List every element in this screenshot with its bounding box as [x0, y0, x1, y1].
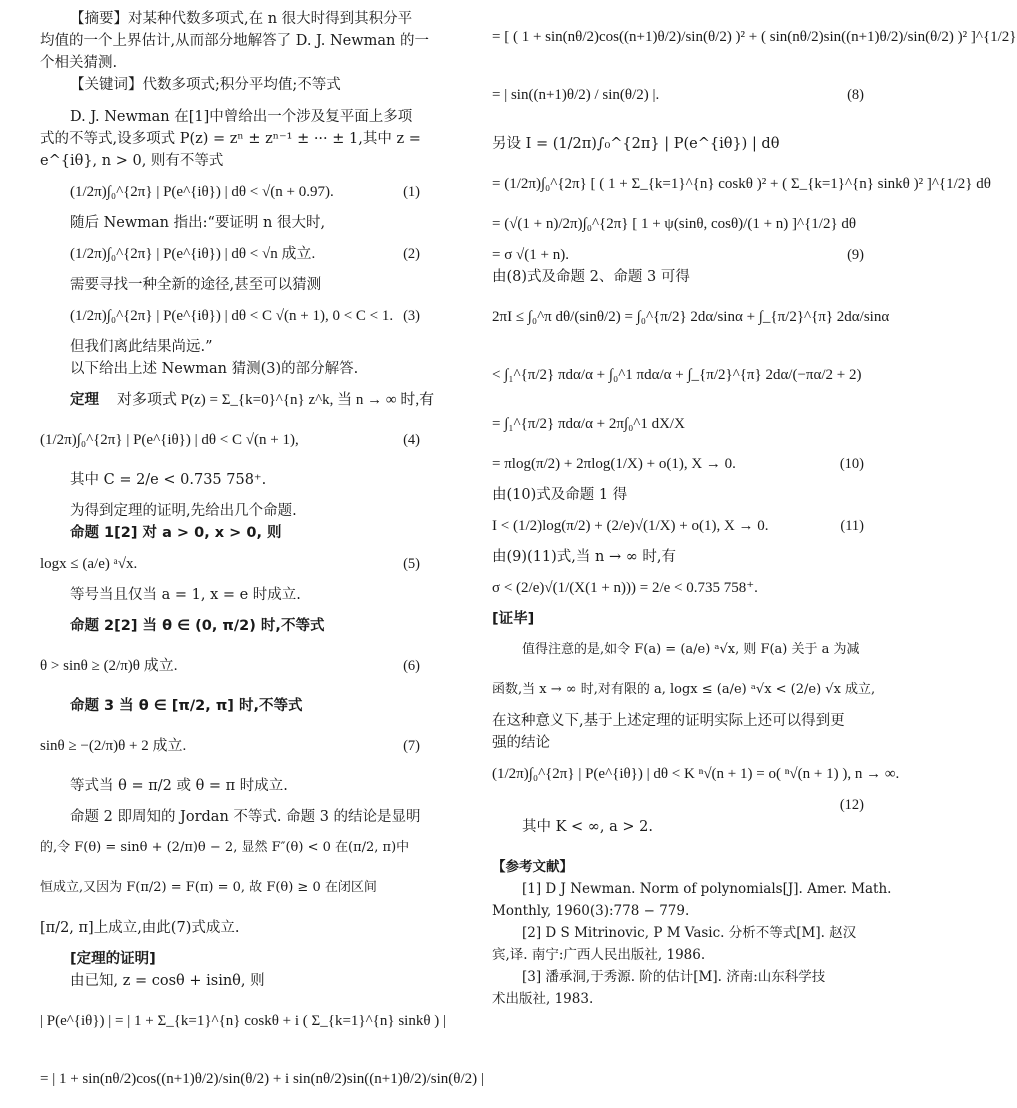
equation-text: (1/2π)∫₀^{2π} | P(e^{iθ}) | dθ < C √(n + 1), 0 < C < 1. — [70, 308, 394, 324]
paragraph-line: 恒成立,又因为 F(π/2) = F(π) = 0, 故 F(θ) ≥ 0 在闭区间 — [40, 880, 377, 895]
equation-number: (12) — [839, 797, 864, 813]
paragraph-line: 其中 C = 2/e < 0.735 758⁺. — [70, 472, 267, 488]
equation-number: (8) — [847, 87, 864, 103]
paragraph-line: 式的不等式,设多项式 P(z) = zⁿ ± zⁿ⁻¹ ± ··· ± 1,其中 z = — [40, 131, 421, 147]
paragraph-line: 的,令 F(θ) = sinθ + (2/π)θ − 2, 显然 F″(θ) < 0 在(π/2, π)中 — [40, 840, 410, 855]
reference-item: 术出版社, 1983. — [492, 991, 594, 1007]
equation-text: = (1/2π)∫₀^{2π} [ ( 1 + Σ_{k=1}^{n} coskθ )² + ( Σ_{k=1}^{n} sinkθ )² ]^{1/2} dθ — [492, 176, 991, 192]
equation-number: (7) — [403, 738, 420, 754]
paragraph-line: 其中 K < ∞, a > 2. — [522, 819, 653, 835]
equation-9 — [492, 244, 864, 266]
equation-text: I < (1/2)log(π/2) + (2/e)√(1/X) + o(1), X → 0. — [492, 518, 769, 534]
right-column — [492, 8, 1017, 1010]
paragraph-line: 由(9)(11)式,当 n → ∞ 时,有 — [492, 549, 677, 565]
reference-item: [2] D S Mitrinovic, P M Vasic. 分析不等式[M]. 赵汉 — [522, 925, 857, 941]
references — [492, 856, 892, 1010]
proposition-1: 命题 1[2] 对 a > 0, x > 0, 则 — [70, 525, 282, 541]
equation-7 — [40, 726, 420, 766]
paragraph-line: 值得注意的是,如令 F(a) = (a/e) ᵃ√x, 则 F(a) 关于 a 为减 — [522, 642, 860, 657]
equation-text: (1/2π)∫₀^{2π} | P(e^{iθ}) | dθ < √n 成立. — [70, 246, 316, 262]
paragraph-line: [π/2, π]上成立,由此(7)式成立. — [40, 920, 240, 936]
equation-text: = | sin((n+1)θ/2) / sin(θ/2) |. — [492, 87, 660, 103]
equation-8 — [492, 66, 864, 124]
paragraph-line: 需要寻找一种全新的途径,甚至可以猜测 — [70, 277, 322, 293]
equation-12-number-row — [492, 794, 864, 816]
equation-text: logx ≤ (a/e) ᵃ√x. — [40, 556, 138, 572]
keywords-line: 【关键词】代数多项式;积分平均值;不等式 — [70, 77, 341, 93]
reference-item: 宾,译. 南宁:广西人民出版社, 1986. — [492, 947, 706, 963]
equation-proof-2 — [40, 1050, 484, 1108]
reference-item: Monthly, 1960(3):778 − 779. — [492, 903, 690, 919]
paragraph-line: 以下给出上述 Newman 猜测(3)的部分解答. — [70, 361, 359, 377]
equation-number: (9) — [847, 247, 864, 263]
paragraph-line: 命题 2 即周知的 Jordan 不等式. 命题 3 的结论是显明 — [70, 809, 421, 825]
equation-1 — [40, 172, 420, 212]
paragraph-line: 函数,当 x → ∞ 时,对有限的 a, logx ≤ (a/e) ᵃ√x < (2/e) √x 成立, — [492, 682, 876, 697]
equation-number: (5) — [403, 556, 420, 572]
theorem-heading: 定理 — [70, 392, 99, 408]
equation-text: (1/2π)∫₀^{2π} | P(e^{iθ}) | dθ < K ⁿ√(n + 1) = o( ⁿ√(n + 1) ), n → ∞. — [492, 766, 900, 782]
references-heading: 【参考文献】 — [492, 859, 573, 875]
equation-right-1 — [492, 8, 1017, 66]
equation-text: < ∫₁^{π/2} πdα/α + ∫₀^1 πdα/α + ∫_{π/2}^{π} 2dα/(−πα/2 + 2) — [492, 367, 862, 383]
equation-5 — [40, 544, 420, 584]
equation-proof-1 — [40, 992, 447, 1050]
paragraph-line: 随后 Newman 指出:“要证明 n 很大时, — [70, 215, 326, 231]
equation-text: σ < (2/e)√(1/(X(1 + n))) = 2/e < 0.735 758⁺. — [492, 580, 758, 596]
equation-number: (6) — [403, 658, 420, 674]
equation-number: (11) — [840, 518, 864, 534]
equation-text: = (√(1 + n)/2π)∫₀^{2π} [ 1 + ψ(sinθ, cosθ)/(1 + n) ]^{1/2} dθ — [492, 216, 857, 232]
qed-heading: [证毕] — [492, 611, 535, 627]
equation-number: (3) — [403, 308, 420, 324]
equation-11 — [492, 506, 864, 546]
reference-item: [1] D J Newman. Norm of polynomials[J]. Amer. Math. — [522, 881, 892, 897]
reference-item: [3] 潘承洞,于秀源. 阶的估计[M]. 济南:山东科学技 — [522, 969, 826, 985]
abstract-line: 【摘要】对某种代数多项式,在 n 很大时得到其积分平 — [70, 11, 413, 27]
paragraph-line: 等号当且仅当 a = 1, x = e 时成立. — [70, 587, 301, 603]
proposition-3: 命题 3 当 θ ∈ [π/2, π] 时,不等式 — [70, 698, 303, 714]
equation-text: (1/2π)∫₀^{2π} | P(e^{iθ}) | dθ < C √(n + 1), — [40, 432, 299, 448]
paragraph-line: 在这种意义下,基于上述定理的证明实际上还可以得到更 — [492, 713, 845, 729]
equation-c — [492, 404, 864, 444]
paragraph-line: 由(10)式及命题 1 得 — [492, 487, 628, 503]
equation-text: (1/2π)∫₀^{2π} | P(e^{iθ}) | dθ < √(n + 0.97). — [70, 184, 334, 200]
proposition-2: 命题 2[2] 当 θ ∈ (0, π/2) 时,不等式 — [70, 618, 325, 634]
equation-I-2 — [492, 204, 864, 244]
equation-a — [492, 288, 890, 346]
equation-sigma — [492, 568, 864, 608]
equation-text: = σ √(1 + n). — [492, 247, 569, 263]
equation-text: = πlog(π/2) + 2πlog(1/X) + o(1), X → 0. — [492, 456, 736, 472]
equation-2 — [40, 234, 420, 274]
paragraph-line: e^{iθ}, n > 0, 则有不等式 — [40, 153, 224, 169]
paragraph-line: 等式当 θ = π/2 或 θ = π 时成立. — [70, 778, 288, 794]
equation-4 — [40, 420, 420, 460]
equation-3 — [40, 296, 420, 336]
paragraph-line: D. J. Newman 在[1]中曾给出一个涉及复平面上多项 — [70, 109, 413, 125]
abstract-line: 均值的一个上界估计,从而部分地解答了 D. J. Newman 的一 — [40, 33, 429, 49]
equation-number: (2) — [403, 246, 420, 262]
paragraph-line: 但我们离此结果尚远.” — [70, 339, 213, 355]
paragraph-line: 另设 I = (1/2π)∫₀^{2π} | P(e^{iθ}) | dθ — [492, 136, 780, 152]
equation-12 — [492, 754, 900, 794]
equation-10 — [492, 444, 864, 484]
paragraph-line: 强的结论 — [492, 735, 550, 751]
equation-number: (1) — [403, 184, 420, 200]
equation-text: = | 1 + sin(nθ/2)cos((n+1)θ/2)/sin(θ/2) + i sin(nθ/2)sin((n+1)θ/2)/sin(θ/2) | — [40, 1071, 484, 1087]
paragraph-line: 由(8)式及命题 2、命题 3 可得 — [492, 269, 690, 285]
theorem-text: 对多项式 P(z) = Σ_{k=0}^{n} z^k, 当 n → ∞ 时,有 — [117, 392, 435, 408]
equation-I-1 — [492, 164, 991, 204]
proof-heading: [定理的证明] — [70, 951, 156, 967]
paragraph-line: 为得到定理的证明,先给出几个命题. — [70, 503, 297, 519]
equation-6 — [40, 646, 420, 686]
equation-text: sinθ ≥ −(2/π)θ + 2 成立. — [40, 738, 187, 754]
equation-b — [492, 346, 864, 404]
paragraph-line: 由已知, z = cosθ + isinθ, 则 — [70, 973, 265, 989]
equation-text: = ∫₁^{π/2} πdα/α + 2π∫₀^1 dX/X — [492, 416, 685, 432]
left-column — [40, 8, 484, 1108]
equation-text: | P(e^{iθ}) | = | 1 + Σ_{k=1}^{n} coskθ + i ( Σ_{k=1}^{n} sinkθ ) | — [40, 1013, 447, 1029]
abstract-line: 个相关猜测. — [40, 55, 118, 71]
equation-text: = [ ( 1 + sin(nθ/2)cos((n+1)θ/2)/sin(θ/2) )² + ( sin(nθ/2)sin((n+1)θ/2)/sin(θ/2) )² ]^{1/2} — [492, 29, 1017, 45]
theorem-statement — [40, 380, 435, 420]
equation-text: θ > sinθ ≥ (2/π)θ 成立. — [40, 658, 178, 674]
equation-number: (4) — [403, 432, 420, 448]
equation-text: 2πI ≤ ∫₀^π dθ/(sinθ/2) = ∫₀^{π/2} 2dα/sinα + ∫_{π/2}^{π} 2dα/sinα — [492, 309, 890, 325]
equation-number: (10) — [839, 456, 864, 472]
